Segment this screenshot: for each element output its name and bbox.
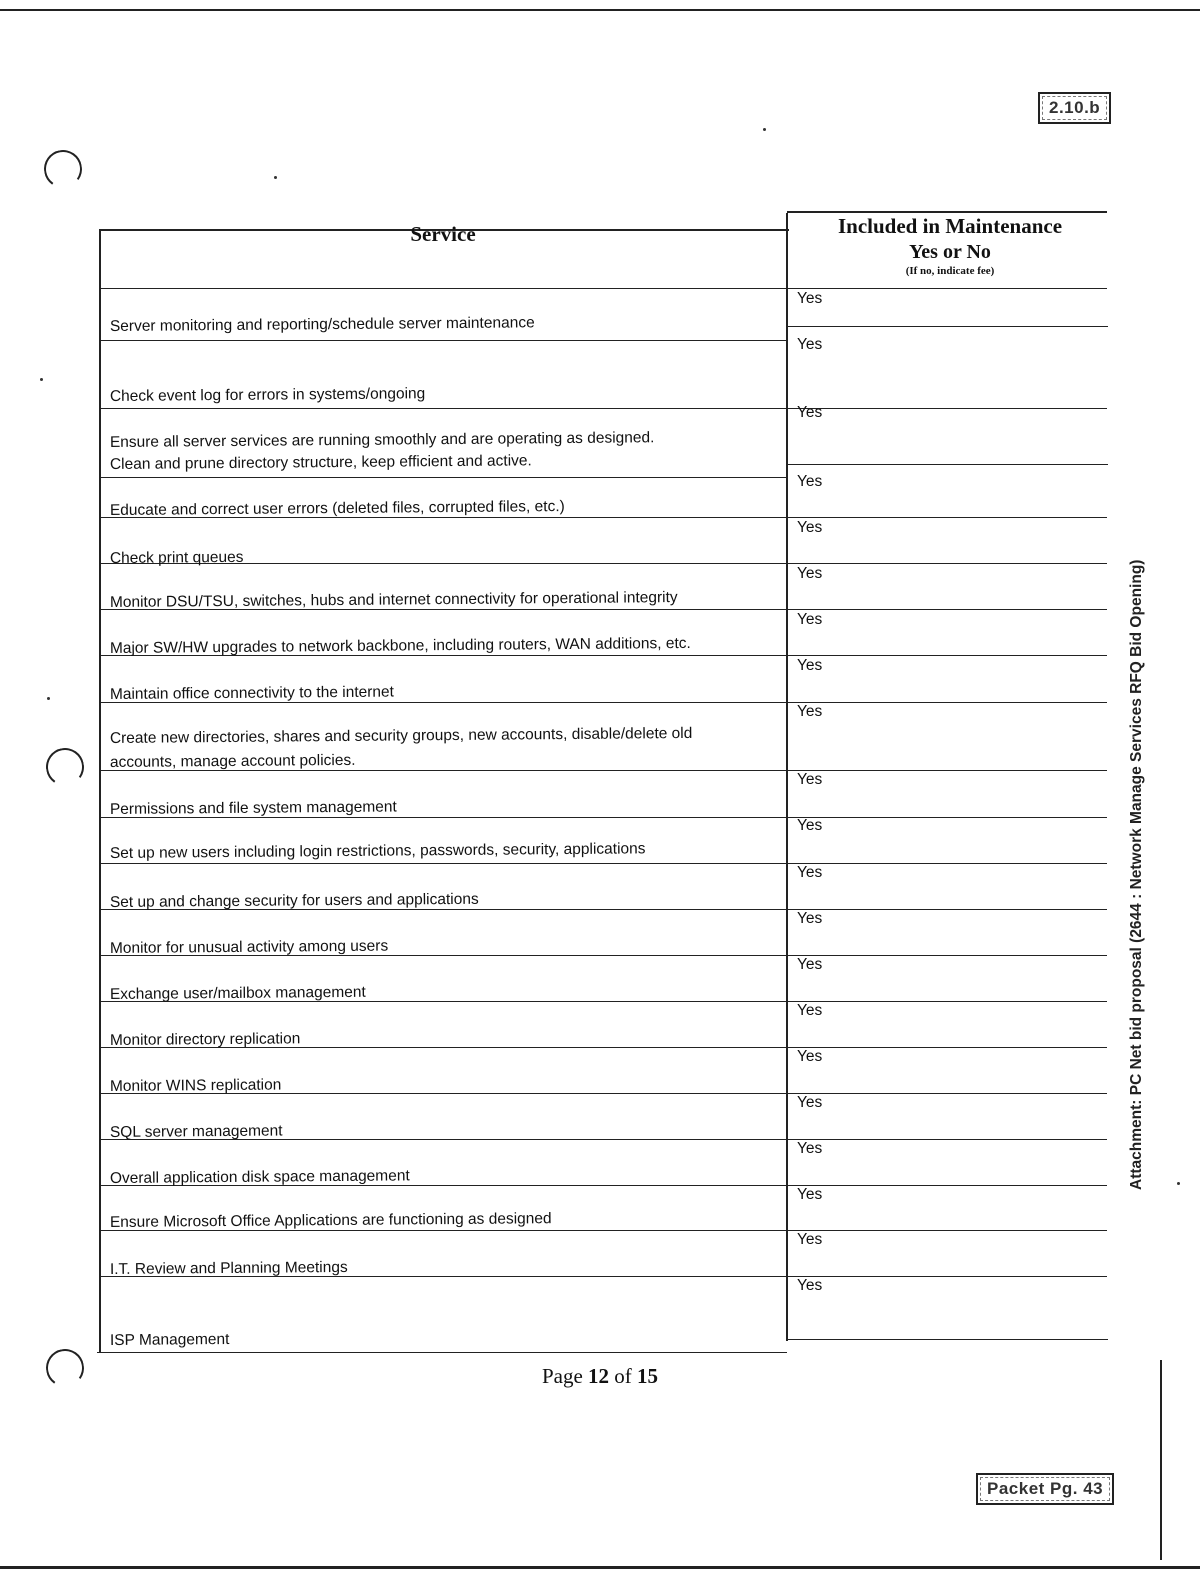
- service-cell: Monitor directory replication: [109, 1030, 301, 1050]
- included-cell: Yes: [797, 1277, 823, 1294]
- page-of-word: of: [614, 1364, 632, 1388]
- included-column-header: [790, 213, 1110, 278]
- included-cell: Yes: [797, 771, 823, 788]
- included-cell: Yes: [797, 657, 823, 674]
- included-header-line1: Included in Maintenance: [837, 214, 1063, 238]
- included-header-note: (If no, indicate fee): [905, 265, 995, 277]
- row-divider: [99, 863, 1107, 864]
- service-cell-line2: Clean and prune directory structure, keep efficient and active.: [109, 452, 532, 474]
- included-cell: Yes: [797, 1140, 823, 1157]
- included-cell: Yes: [797, 1231, 823, 1248]
- scan-speck: [40, 378, 43, 381]
- punch-hole-icon: [41, 147, 85, 191]
- packet-page-tag-label: Packet Pg. 43: [980, 1477, 1110, 1501]
- service-cell: Check event log for errors in systems/ongoing: [109, 385, 426, 406]
- scan-speck: [274, 176, 277, 179]
- service-cell: Educate and correct user errors (deleted files, corrupted files, etc.): [109, 498, 565, 520]
- page-current: 12: [588, 1364, 610, 1388]
- service-cell: Ensure Microsoft Office Applications are functioning as designed: [109, 1210, 552, 1232]
- service-column-header: Service: [410, 222, 476, 246]
- included-cell: Yes: [797, 817, 823, 834]
- service-cell: Ensure all server services are running smoothly and are operating as designed.: [109, 429, 655, 452]
- table-bottom-border: [97, 1352, 787, 1353]
- service-cell: SQL server management: [109, 1122, 283, 1142]
- included-cell: Yes: [797, 611, 823, 628]
- row-divider: [99, 340, 787, 341]
- service-cell: Overall application disk space management: [109, 1167, 410, 1188]
- packet-page-tag: [976, 1473, 1114, 1505]
- punch-hole-icon: [43, 745, 87, 789]
- included-cell: Yes: [797, 956, 823, 973]
- page-number: [0, 1364, 1200, 1389]
- included-cell: Yes: [797, 1048, 823, 1065]
- row-divider: [786, 326, 1108, 327]
- table-bottom-border-right: [786, 1339, 1108, 1340]
- scan-speck: [1177, 1182, 1180, 1185]
- bottom-border-rule: [0, 1566, 1200, 1569]
- service-cell-line2: accounts, manage account policies.: [109, 751, 356, 772]
- right-margin-rule: [1160, 1360, 1162, 1560]
- service-cell: Major SW/HW upgrades to network backbone, including routers, WAN additions, etc.: [109, 634, 691, 658]
- included-cell: Yes: [797, 910, 823, 927]
- row-divider: [99, 408, 1107, 409]
- row-divider: [99, 477, 787, 478]
- included-cell: Yes: [797, 1094, 823, 1111]
- service-cell: Permissions and file system management: [109, 798, 397, 819]
- scan-speck: [47, 697, 50, 700]
- service-cell: Create new directories, shares and security groups, new accounts, disable/delete old: [109, 724, 693, 748]
- service-cell: ISP Management: [109, 1330, 230, 1350]
- included-cell: Yes: [797, 336, 823, 353]
- service-cell: Maintain office connectivity to the internet: [109, 683, 395, 704]
- included-header-line2: Yes or No: [909, 241, 991, 263]
- included-cell: Yes: [797, 703, 823, 720]
- service-cell: Exchange user/mailbox management: [109, 983, 366, 1004]
- service-cell: Set up and change security for users and applications: [109, 890, 479, 912]
- service-cell: Set up new users including login restrictions, passwords, security, applications: [109, 840, 646, 863]
- service-cell: Monitor for unusual activity among users: [109, 937, 389, 958]
- agenda-item-tag-label: 2.10.b: [1042, 96, 1107, 120]
- service-cell: Server monitoring and reporting/schedule server maintenance: [109, 314, 535, 336]
- included-cell: Yes: [797, 864, 823, 881]
- service-cell: Check print queues: [109, 548, 244, 568]
- included-cell: Yes: [797, 404, 823, 421]
- top-border-rule: [0, 9, 1200, 11]
- service-cell: Monitor WINS replication: [109, 1076, 282, 1096]
- included-cell: Yes: [797, 1002, 823, 1019]
- row-divider: [786, 464, 1108, 465]
- page-word: Page: [541, 1364, 583, 1388]
- included-cell: Yes: [797, 473, 823, 490]
- included-cell: Yes: [797, 290, 823, 307]
- agenda-item-tag: [1038, 92, 1111, 124]
- table-column-divider: [786, 213, 788, 1341]
- scan-speck: [763, 128, 766, 131]
- included-cell: Yes: [797, 1186, 823, 1203]
- included-cell: Yes: [797, 519, 823, 536]
- service-cell: I.T. Review and Planning Meetings: [109, 1258, 348, 1279]
- service-cell: Monitor DSU/TSU, switches, hubs and internet connectivity for operational integrity: [109, 589, 678, 612]
- page-total: 15: [637, 1364, 659, 1388]
- header-row-bottom: [99, 288, 1107, 289]
- included-cell: Yes: [797, 565, 823, 582]
- attachment-side-note: Attachment: PC Net bid proposal (2644 : Network Manage Services RFQ Bid Opening): [1128, 559, 1145, 1190]
